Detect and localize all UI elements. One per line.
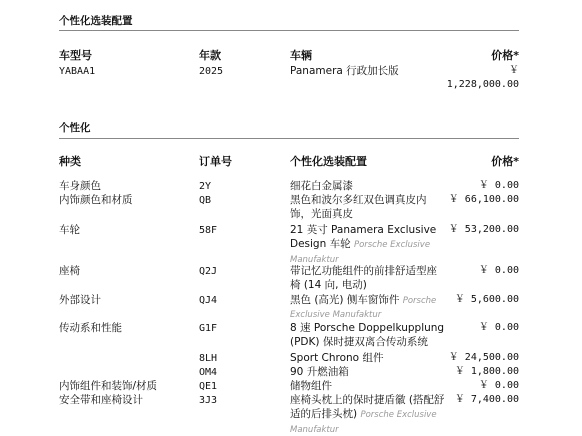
row-price: ￥ 0.00 xyxy=(478,265,519,276)
header-model-no: 车型号 xyxy=(59,49,92,62)
row-desc-block xyxy=(290,223,445,266)
row-category: 座椅 xyxy=(59,265,80,277)
row-desc-block xyxy=(290,393,450,436)
row-price: ￥ 1,800.00 xyxy=(454,366,519,377)
row-category: 内饰组件和装饰/材质 xyxy=(59,380,158,392)
row-desc: 黑色和波尔多红双色调真皮内饰，光面真皮 xyxy=(290,194,427,221)
divider xyxy=(59,30,519,31)
row-category: 内饰颜色和材质 xyxy=(59,194,133,206)
header-price: 价格* xyxy=(491,155,519,168)
row-code: OM4 xyxy=(199,367,218,378)
row-code: 8LH xyxy=(199,353,218,364)
row-note: Porsche Exclusive Manufaktur xyxy=(290,296,437,321)
row-code: 58F xyxy=(199,225,218,236)
header-category: 种类 xyxy=(59,155,81,168)
row-code: 2Y xyxy=(199,181,212,192)
row-price: ￥ 53,200.00 xyxy=(448,224,519,235)
row-desc: 8 速 Porsche Doppelkupplung (PDK) 保时捷双离合传动系统 xyxy=(290,322,445,349)
row-desc: 细花白金属漆 xyxy=(290,180,353,192)
row-price: ￥ 0.00 xyxy=(478,322,519,333)
row-desc: Sport Chrono 组件 xyxy=(290,352,384,364)
year-value: 2025 xyxy=(199,66,224,77)
row-price: ￥ 66,100.00 xyxy=(448,194,519,205)
header-vehicle: 车辆 xyxy=(290,49,312,62)
header-year: 年款 xyxy=(199,49,221,62)
row-code: QE1 xyxy=(199,381,218,392)
row-price: ￥ 5,600.00 xyxy=(454,294,519,305)
row-desc: 21 英寸 Panamera Exclusive Design 车轮 xyxy=(290,224,437,251)
row-price: ￥ 24,500.00 xyxy=(448,352,519,363)
row-price: ￥ 0.00 xyxy=(478,380,519,391)
row-price: ￥ 7,400.00 xyxy=(454,394,519,405)
base-price-value: 1,228,000.00 xyxy=(446,79,519,90)
row-code: 3J3 xyxy=(199,395,218,406)
row-category: 车轮 xyxy=(59,224,80,236)
row-category: 传动系和性能 xyxy=(59,322,122,334)
row-category: 外部设计 xyxy=(59,294,101,306)
row-category: 安全带和座椅设计 xyxy=(59,394,143,406)
divider xyxy=(59,138,519,139)
row-price: ￥ 0.00 xyxy=(478,180,519,191)
currency-symbol: ￥ xyxy=(509,65,519,76)
row-note: Porsche Exclusive Manufaktur xyxy=(290,240,431,265)
row-desc: 座椅头枕上的保时捷盾徽 (搭配舒适的后排头枕) xyxy=(290,394,445,421)
vehicle-value: Panamera 行政加长版 xyxy=(290,65,399,77)
model-no-value: YABAA1 xyxy=(59,66,96,77)
row-note: Porsche Exclusive Manufaktur xyxy=(290,410,437,435)
row-code: QJ4 xyxy=(199,295,218,306)
row-desc: 黑色 (高光) 侧车窗饰件 xyxy=(290,294,400,306)
row-desc-block xyxy=(290,293,448,322)
row-desc: 储物组件 xyxy=(290,380,332,392)
row-code: Q2J xyxy=(199,266,218,277)
section-title-personal: 个性化 xyxy=(59,122,91,134)
row-desc: 90 升燃油箱 xyxy=(290,366,349,378)
row-code: QB xyxy=(199,195,212,206)
header-price: 价格* xyxy=(491,49,519,62)
row-category: 车身颜色 xyxy=(59,180,101,192)
row-desc: 带记忆功能组件的前排舒适型座椅 (14 向, 电动) xyxy=(290,265,437,292)
header-order-no: 订单号 xyxy=(199,155,232,168)
header-option: 个性化选装配置 xyxy=(290,155,367,168)
row-code: G1F xyxy=(199,323,218,334)
section-title-config: 个性化选装配置 xyxy=(59,15,133,27)
